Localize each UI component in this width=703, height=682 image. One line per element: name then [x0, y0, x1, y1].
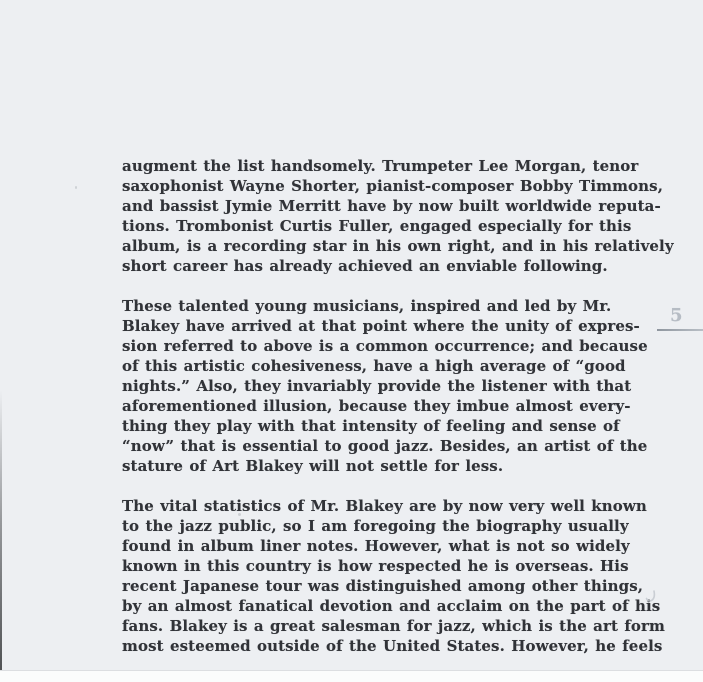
text-line: nights.” Also, they invariably provide the listener with that	[122, 377, 632, 395]
text-line: of this artistic cohesiveness, have a high average of “good	[122, 357, 626, 375]
page-number: 5	[670, 305, 683, 326]
text-line: recent Japanese tour was distinguished among other things,	[122, 577, 644, 595]
text-line: album, is a recording star in his own right, and in his relatively	[122, 237, 674, 255]
text-line: These talented young musicians, inspired and led by Mr.	[122, 297, 612, 315]
text-line: sion referred to above is a common occurrence; and because	[122, 337, 648, 355]
text-line: “now” that is essential to good jazz. Besides, an artist of the	[122, 437, 648, 455]
text-line: augment the list handsomely. Trumpeter Lee Morgan, tenor	[122, 157, 639, 175]
liner-notes-text	[122, 156, 682, 656]
text-line: to the jazz public, so I am foregoing the biography usually	[122, 517, 629, 535]
text-line: short career has already achieved an enviable following.	[122, 257, 608, 275]
paper-speck	[365, 262, 367, 264]
paragraph	[122, 156, 682, 276]
page-left-edge	[0, 390, 2, 682]
text-line: fans. Blakey is a great salesman for jazz, which is the art form	[122, 617, 665, 635]
page-number-rule	[657, 329, 703, 331]
paper-speck	[238, 513, 241, 516]
text-line: and bassist Jymie Merritt have by now built worldwide reputa-	[122, 197, 661, 215]
text-line: saxophonist Wayne Shorter, pianist-composer Bobby Timmons,	[122, 177, 664, 195]
paper-speck	[75, 186, 77, 189]
text-line: aforementioned illusion, because they imbue almost every-	[122, 397, 631, 415]
paragraph	[122, 296, 682, 476]
scan-smudge-artifact	[643, 588, 661, 608]
text-line: tions. Trombonist Curtis Fuller, engaged especially for this	[122, 217, 632, 235]
text-line: stature of Art Blakey will not settle for less.	[122, 457, 504, 475]
text-line: known in this country is how respected he is overseas. His	[122, 557, 629, 575]
text-line: The vital statistics of Mr. Blakey are by now very well known	[122, 497, 647, 515]
scanner-background	[0, 670, 703, 682]
text-line: found in album liner notes. However, what is not so widely	[122, 537, 630, 555]
text-line: by an almost fanatical devotion and acclaim on the part of his	[122, 597, 661, 615]
paragraph	[122, 496, 682, 656]
text-line: thing they play with that intensity of feeling and sense of	[122, 417, 620, 435]
text-line: Blakey have arrived at that point where the unity of expres-	[122, 317, 640, 335]
text-line: most esteemed outside of the United States. However, he feels	[122, 637, 663, 655]
